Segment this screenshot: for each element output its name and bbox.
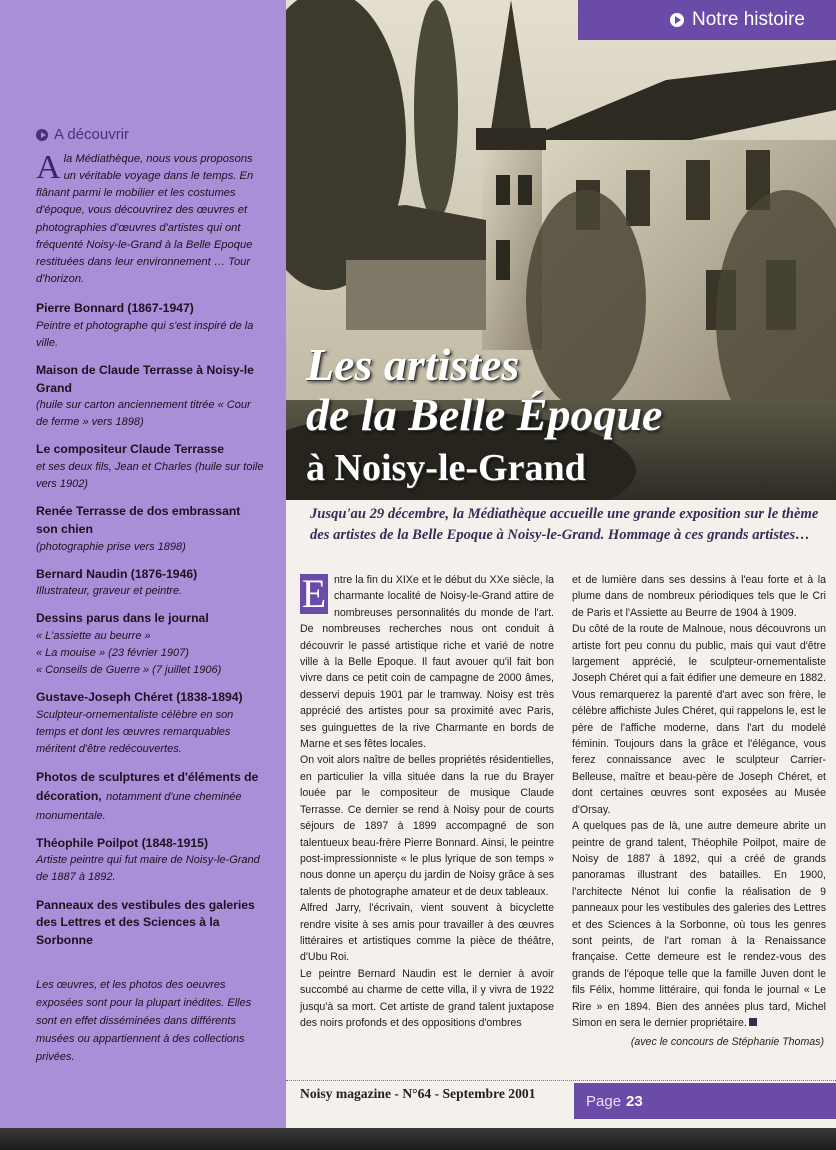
end-mark-icon: [749, 1018, 757, 1026]
sidebar-item-compositeur: [36, 441, 264, 493]
item-desc: et ses deux fils, Jean et Charles (huile sur toile vers 1902): [36, 461, 264, 491]
scan-edge: [0, 1128, 836, 1150]
item-desc-line: « L'assiette au beurre »: [36, 630, 151, 642]
section-tag-text: Notre histoire: [692, 9, 805, 30]
sidebar-item-renee: [36, 503, 264, 555]
item-desc: notamment d'une cheminée monumentale.: [36, 790, 242, 822]
paragraph-text: ntre la fin du XIXe et le début du XXe siècle, la charmante localité de Noisy-le-Grand attire de nombreuses personnalités du monde de l'art. De nombreuses recherches nous ont conduit à découvrir le passé artistique riche et varié de notre ville à la Belle Epoque. Il faut avouer qu'il fait bon vivre dans ce petit coin de campagne de 2000 âmes, desservi depuis 1901 par le tramway. Noisy est très apprécié des artistes pour sa proximité avec Paris, ses guinguettes de la rive Charmante en bords de Marne et ses fêtes locales.: [300, 574, 554, 751]
item-title: Renée Terrasse de dos embrassant son chien: [36, 504, 241, 536]
item-desc: Illustrateur, graveur et peintre.: [36, 585, 183, 598]
paragraph: [572, 818, 826, 1031]
sidebar-intro: [36, 151, 264, 288]
sidebar-item-cheret: [36, 689, 264, 758]
sidebar-item-bonnard: [36, 300, 264, 352]
item-title: Photos de sculptures et d'éléments de décoration,: [36, 769, 259, 803]
item-desc: Artiste peintre qui fut maire de Noisy-le-Grand de 1887 à 1892.: [36, 854, 260, 884]
paragraph: [300, 572, 554, 752]
sidebar-item-naudin: [36, 566, 264, 601]
arrow-bullet-icon: [670, 13, 684, 27]
paragraph: Le peintre Bernard Naudin est le dernier à avoir succombé au charme de cette villa, il y vivra de 1922 jusqu'à sa mort. Cet artiste de grand talent juxtapose des noirs profonds et des oppositions d'ombres: [300, 967, 554, 1029]
page-label: Page: [586, 1092, 622, 1110]
sidebar-closing: Les œuvres, et les photos des oeuvres exposées sont pour la plupart inédites. Elles sont en effet disséminées dans différents musées ou appartiennent à des collections privées.: [36, 978, 252, 1064]
item-title: Panneaux des vestibules des galeries des Lettres et des Sciences à la Sorbonne: [36, 897, 255, 947]
arrow-bullet-icon: [36, 129, 48, 141]
footer-divider: [286, 1080, 836, 1081]
article-lead: Jusqu'au 29 décembre, la Médiathèque accueille une grande exposition sur le thème des artistes de la Belle Epoque à Noisy-le-Grand. Hommage à ces grands artistes…: [310, 506, 819, 543]
sidebar-heading-text: A découvrir: [54, 126, 130, 143]
item-desc: (photographie prise vers 1898): [36, 540, 186, 553]
item-title: Gustave-Joseph Chéret (1838-1894): [36, 690, 243, 705]
item-desc: Sculpteur-ornementaliste célèbre en son temps et dont les œuvres remarquables méritent d'être redécouvertes.: [36, 708, 234, 755]
title-line-3: à Noisy-le-Grand: [306, 447, 586, 489]
page-number-box: [574, 1083, 836, 1119]
item-desc: (huile sur carton anciennement titrée « Cour de ferme » vers 1898): [36, 399, 251, 429]
item-title: Dessins parus dans le journal: [36, 611, 209, 626]
body-column-2: [572, 572, 826, 1062]
title-line-2: de la Belle Époque: [306, 389, 663, 440]
item-desc-line: « Conseils de Guerre » (7 juillet 1906): [36, 664, 222, 677]
sidebar-item-dessins: [36, 610, 264, 679]
item-desc-line: « La mouise » (23 février 1907): [36, 647, 189, 660]
body-column-1: [300, 572, 554, 1062]
page-number: 23: [626, 1092, 643, 1110]
item-title: Le compositeur Claude Terrasse: [36, 442, 225, 457]
body-dropcap: E: [301, 571, 327, 616]
sidebar-item-panneaux: [36, 897, 264, 950]
sidebar-item-photos: [36, 768, 264, 825]
section-tag: [578, 0, 836, 40]
sidebar-discover: [0, 0, 286, 1128]
sidebar-heading: [36, 126, 264, 143]
paragraph: On voit alors naître de belles propriétés résidentielles, en particulier la villa située dans la rue du Brayer louée par le compositeur de musique Claude Terrasse. Ce dernier se rend à Noisy pour de courts séjours de 1897 à 1899 accompagné de son talentueux beau-frère Pierre Bonnard. Ainsi, le peintre post-impressionniste « le plus lyrique de son temps » nous donne un aperçu du jardin de Noisy grâce à ses talents de photographe amateur et de deux tableaux.: [300, 754, 554, 898]
item-title: Bernard Naudin (1876-1946): [36, 566, 198, 581]
item-desc: Peintre et photographe qui s'est inspiré de la ville.: [36, 319, 254, 349]
title-line-1: Les artistes: [306, 339, 520, 390]
article-credit: (avec le concours de Stéphanie Thomas): [630, 1036, 824, 1048]
article-body: [300, 572, 826, 1062]
paragraph: Du côté de la route de Malnoue, nous découvrons un artiste fort peu connu du public, mais qui vaut d'être largement apprécié, le sculpteur-ornementaliste Joseph Chéret qui a fait édifier une demeure en 1882. Vous remarquerez la parenté d'art avec son frère, le célèbre affichiste Jules Chéret, qui rappelons le, est le père de l'affiche moderne, dans l'art du modelé féminin. Toujours dans la grâce et l'élégance, vous ferez connaissance avec le sculpteur Carrier-Belleuse, maître et beau-père de Joseph Chéret, et dont certaines œuvres sont exposées au Musée d'Orsay.: [572, 623, 826, 816]
sidebar-item-maison: [36, 362, 264, 431]
article-title: [306, 340, 826, 496]
item-title: Théophile Poilpot (1848-1915): [36, 835, 209, 850]
item-title: Maison de Claude Terrasse à Noisy-le Grand: [36, 362, 254, 395]
paragraph: Alfred Jarry, l'écrivain, vient souvent à bicyclette rendre visite à ses amis pour travailler à des œuvres littéraires et artistiques comme la pièce de théâtre, d'Ubu Roi.: [300, 902, 554, 964]
paragraph-text: A quelques pas de là, une autre demeure abrite un peintre de grand talent, Théophile Poilpot, maire de Noisy de 1887 à 1892, qui a créé de grands panoramas illustrant des batailles. En 1900, l'architecte Nénot lui confie la réalisation de 9 panneaux pour les vestibules des galeries des Lettres et des Sciences à la Sorbonne, où tous les genres sont peints, de l'art roman à la Renaissance française. Cette demeure est le rendez-vous des grands de l'époque telle que la famille Juven dont le fils Félix, homme littéraire, qui fonda le journal « Le Rire » en 1894. Bien des années plus tard, Michel Simon en sera le dernier propriétaire.: [572, 820, 826, 1029]
paragraph: et de lumière dans ses dessins à l'eau forte et à la plume dans de nombreux périodiques tels que le Cri de Paris et l'Assiette au Beurre de 1904 à 1909.: [572, 574, 826, 619]
intro-text: la Médiathèque, nous vous proposons un véritable voyage dans le temps. En flânant parmi le mobilier et les costumes d'époque, vous découvrirez des œuvres et photographies d'œuvres d'artistes qui ont fréquenté Noisy-le-Grand à la Belle Epoque restituées dans leur environnement … Tour d'horizon.: [36, 153, 254, 285]
sidebar-item-poilpot: [36, 835, 264, 887]
magazine-footer: Noisy magazine - N°64 - Septembre 2001: [300, 1086, 536, 1101]
intro-dropcap: A: [36, 149, 61, 186]
item-title: Pierre Bonnard (1867-1947): [36, 301, 194, 316]
